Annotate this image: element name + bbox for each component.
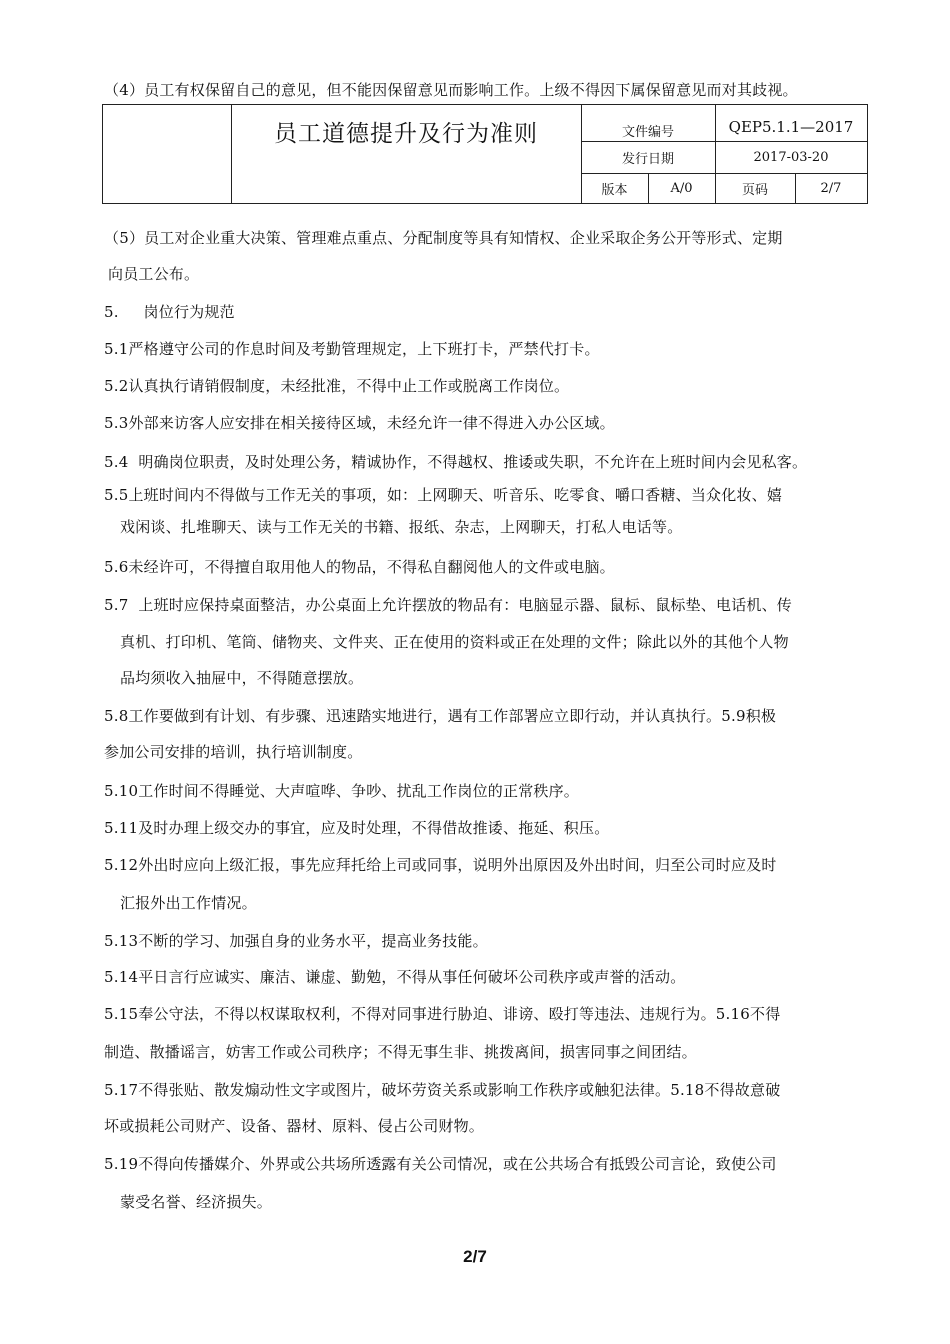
page-number-footer: 2/7	[463, 1247, 487, 1266]
document-title: 员工道德提升及行为准则	[274, 120, 538, 147]
pre-header-line: （4）员工有权保留自己的意见，但不能因保留意见而影响工作。上级不得因下属保留意见而对其歧视。	[104, 81, 798, 99]
body-line: 5.8工作要做到有计划、有步骤、迅速踏实地进行，遇有工作部署应立即行动，并认真执行。5.9积极	[104, 707, 777, 725]
section-heading: 5. 岗位行为规范	[104, 303, 235, 321]
body-line: 蒙受名誉、经济损失。	[120, 1193, 273, 1211]
body-line: 5.15奉公守法，不得以权谋取权利，不得对同事进行胁迫、诽谤、殴打等违法、违规行为。5.16不得	[104, 1005, 781, 1023]
body-line: 品均须收入抽屉中，不得随意摆放。	[120, 669, 364, 687]
body-line: 5.3外部来访客人应安排在相关接待区域，未经允许一律不得进入办公区域。	[104, 414, 615, 432]
body-line: 5.14平日言行应诚实、廉洁、谦虚、勤勉，不得从事任何破坏公司秩序或声誉的活动。	[104, 968, 686, 986]
page-label: 页码	[741, 183, 768, 198]
body-line: 制造、散播谣言，妨害工作或公司秩序；不得无事生非、挑拨离间，损害同事之间团结。	[104, 1043, 697, 1061]
doc-number-label: 文件编号	[621, 124, 674, 140]
body-line: 5.12外出时应向上级汇报，事先应拜托给上司或同事，说明外出原因及外出时间，归至公司时应及时	[104, 856, 777, 874]
version-label: 版本	[601, 183, 628, 198]
body-line: 5.11及时办理上级交办的事宜，应及时处理，不得借故推诿、拖延、积压。	[104, 819, 610, 837]
body-line: 真机、打印机、笔筒、储物夹、文件夹、正在使用的资料或正在处理的文件；除此以外的其他个人物	[120, 633, 789, 651]
body-line: 5.19不得向传播媒介、外界或公共场所透露有关公司情况，或在公共场合有抵毁公司言论，致使公司	[104, 1155, 777, 1173]
body-line: 5.6未经许可，不得擅自取用他人的物品，不得私自翻阅他人的文件或电脑。	[104, 558, 615, 576]
body-line: 5.1严格遵守公司的作息时间及考勤管理规定，上下班打卡，严禁代打卡。	[104, 340, 600, 358]
body-line: 5.17不得张贴、散发煽动性文字或图片，破坏劳资关系或影响工作秩序或触犯法律。5.18不得故意破	[104, 1081, 781, 1099]
body-line: 5.5上班时间内不得做与工作无关的事项，如：上网聊天、听音乐、吃零食、嚼口香糖、当众化妆、嬉	[104, 486, 783, 504]
body-line: 戏闲谈、扎堆聊天、读与工作无关的书籍、报纸、杂志，上网聊天，打私人电话等。	[120, 518, 683, 536]
body-line: 5.7 上班时应保持桌面整洁，办公桌面上允许摆放的物品有：电脑显示器、鼠标、鼠标垫、电话机、传	[104, 596, 792, 614]
document-header-table	[102, 104, 868, 204]
body-line: 5.13不断的学习、加强自身的业务水平，提高业务技能。	[104, 932, 488, 950]
doc-number-value: QEP5.1.1—2017	[728, 118, 854, 136]
body-line: 5.10工作时间不得睡觉、大声喧哗、争吵、扰乱工作岗位的正常秩序。	[104, 782, 580, 800]
body-line: 5.4 明确岗位职责，及时处理公务，精诚协作，不得越权、推诿或失职，不允许在上班时间内会见私客。	[104, 453, 808, 471]
body-line: 汇报外出工作情况。	[120, 894, 257, 912]
body-line: 参加公司安排的培训，执行培训制度。	[104, 743, 363, 761]
issue-date-label: 发行日期	[621, 152, 674, 167]
body-line: 5.2认真执行请销假制度，未经批准，不得中止工作或脱离工作岗位。	[104, 377, 570, 395]
version-value: A/0	[670, 181, 693, 196]
issue-date-value: 2017-03-20	[753, 150, 829, 165]
page-value: 2/7	[820, 181, 842, 196]
body-line: （5）员工对企业重大决策、管理难点重点、分配制度等具有知情权、企业采取企务公开等形式、定期	[104, 229, 783, 247]
body-line: 坏或损耗公司财产、设备、器材、原料、侵占公司财物。	[104, 1117, 485, 1135]
body-line: 向员工公布。	[108, 265, 200, 283]
